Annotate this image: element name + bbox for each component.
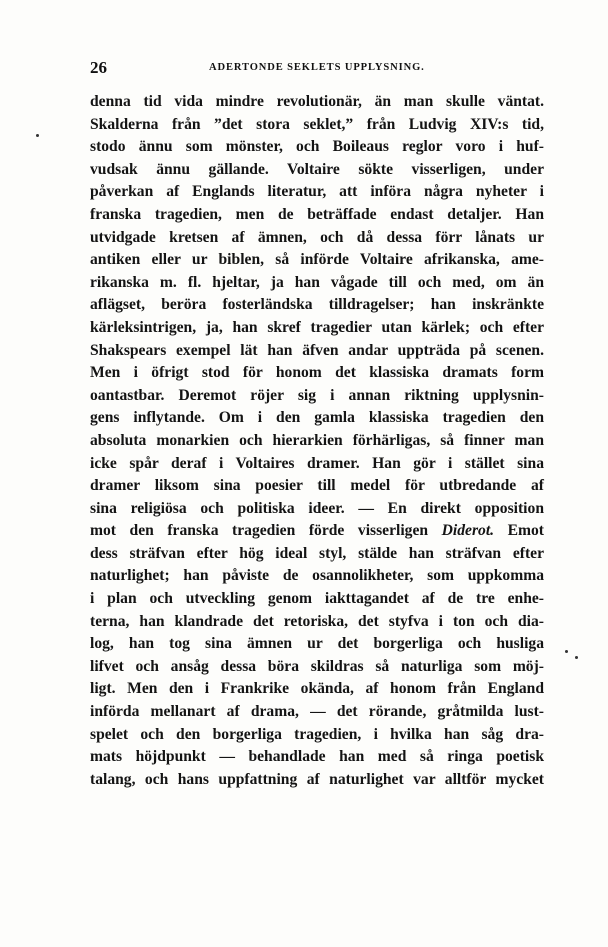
text-line: Shakspears exempel lät han äfven andar uppträda på scenen. (90, 341, 544, 359)
italic-name: Diderot. (441, 522, 495, 540)
text-line: mats höjdpunkt — behandlade han med så ringa poetisk (90, 748, 544, 766)
page-header (90, 58, 544, 80)
text-line: absoluta monarkien och hierarkien förhärligas, så finner man (90, 431, 544, 449)
text-line: terna, han klandrade det retoriska, det styfva i ton och dia- (90, 612, 544, 630)
line-segment: Emot (494, 522, 545, 540)
text-line: kärleksintrigen, ja, han skref tragedier utan kärlek; och efter (90, 318, 544, 336)
text-line: rikanska m. fl. hjeltar, ja han vågade till och med, om än (90, 273, 544, 291)
text-line: lifvet och ansåg dessa böra skildras så naturliga som möj- (90, 657, 544, 675)
text-line: påverkan af Englands literatur, att införa några nyheter i (90, 183, 544, 201)
text-line-with-name (90, 520, 544, 543)
text-line: vudsak ännu gällande. Voltaire sökte visserligen, under (90, 160, 544, 178)
text-line: antiken eller ur biblen, så införde Voltaire afrikanska, ame- (90, 251, 544, 269)
text-line: stodo ännu som mönster, och Boileaus reglor voro i huf- (90, 138, 544, 156)
text-line: Men i öfrigt stod för honom det klassiska dramats form (90, 364, 544, 382)
page-number: 26 (90, 58, 107, 77)
text-line: icke spår deraf i Voltaires dramer. Han gör i stället sina (90, 454, 544, 472)
text-line: denna tid vida mindre revolutionär, än man skulle väntat. (90, 93, 544, 110)
text-line: naturlighet; han påviste de osannolikheter, som uppkomma (90, 567, 544, 585)
text-line: log, han tog sina ämnen ur det borgerliga och husliga (90, 635, 544, 653)
text-line: franska tragedien, men de beträffade endast detaljer. Han (90, 205, 544, 223)
text-line: utvidgade kretsen af ämnen, och då dessa förr lånats ur (90, 228, 544, 246)
text-line: dramer liksom sina poesier till medel för utbredande af (90, 477, 544, 495)
text-line: spelet och den borgerliga tragedien, i hvilka han såg dra- (90, 725, 544, 743)
line-segment: mot den franska tragedien förde visserligen (90, 522, 442, 540)
text-line: Skalderna från ”det stora seklet,” från Ludvig XIV:s tid, (90, 115, 544, 133)
running-title: ADERTONDE SEKLETS UPPLYSNING. (209, 62, 425, 73)
text-line: gens inflytande. Om i den gamla klassiska tragedien den (90, 409, 544, 427)
margin-speck (36, 134, 39, 137)
text-line: införda mellanart af drama, — det rörande, gråtmilda lust- (90, 703, 544, 721)
text-line: ligt. Men den i Frankrike okända, af honom från England (90, 680, 544, 698)
text-line: oantastbar. Deremot röjer sig i annan riktning upplysnin- (90, 386, 544, 404)
text-line: i plan och utveckling genom iakttagandet af de tre enhe- (90, 590, 544, 608)
text-line: sina religiösa och politiska ideer. — En direkt opposition (90, 499, 544, 517)
text-line: dess sträfvan efter hög ideal styl, stälde han sträfvan efter (90, 544, 544, 562)
margin-speck (575, 656, 578, 659)
text-line: aflägset, beröra fosterländska tilldragelser; han inskränkte (90, 296, 544, 314)
body-text (90, 91, 544, 791)
text-line: talang, och hans uppfattning af naturlighet var alltför mycket (90, 770, 544, 788)
margin-speck (565, 650, 568, 653)
